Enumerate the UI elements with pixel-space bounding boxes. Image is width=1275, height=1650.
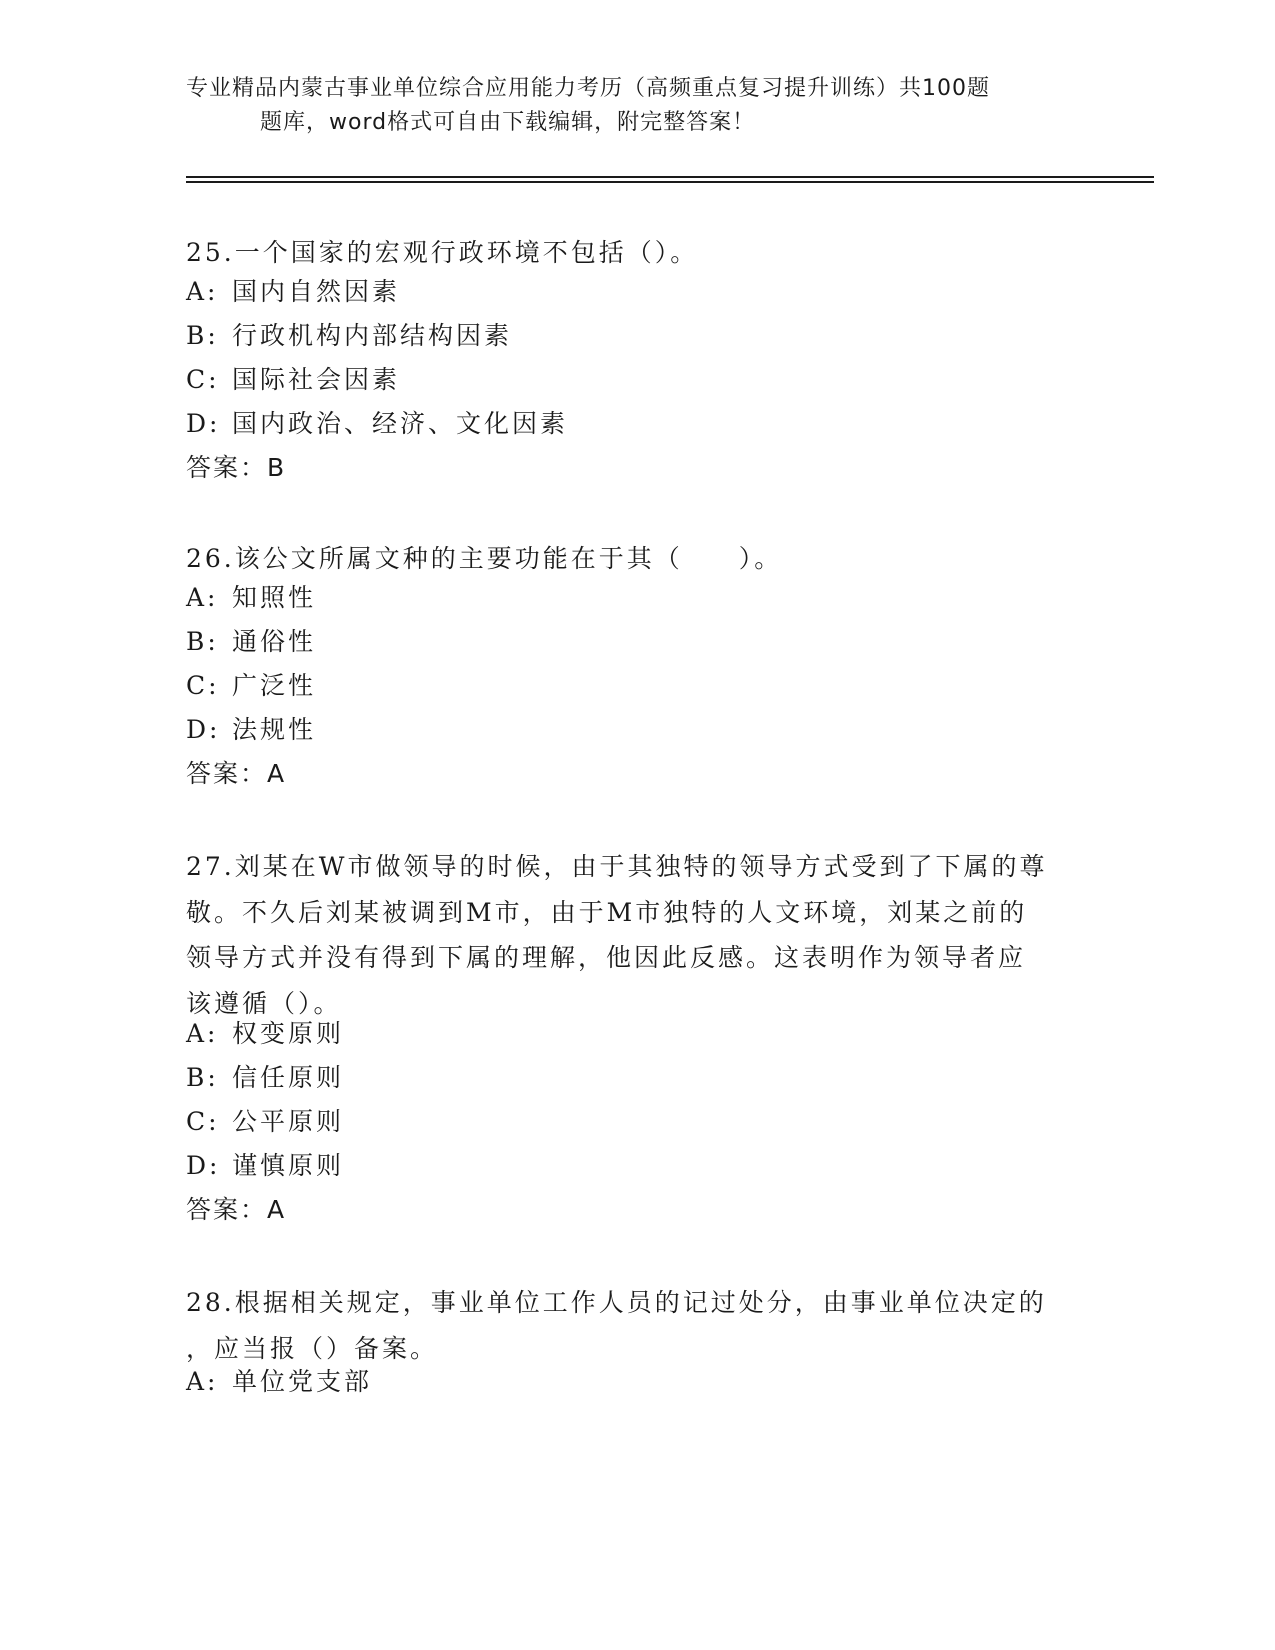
document-header — [186, 72, 1066, 140]
option-key: C: — [186, 365, 220, 394]
question-25-option-b — [186, 320, 512, 352]
option-key: B: — [186, 1063, 219, 1092]
question-27-option-c — [186, 1106, 344, 1138]
option-text: 单位党支部 — [232, 1367, 373, 1396]
question-27-option-d — [186, 1150, 344, 1182]
option-key: B: — [186, 627, 219, 656]
header-title-line-1: 专业精品内蒙古事业单位综合应用能力考历（高频重点复习提升训练）共100题 — [186, 76, 990, 101]
question-stem-line: 26.该公文所属文种的主要功能在于其（ ）。 — [186, 544, 783, 573]
option-text: 广泛性 — [232, 671, 317, 700]
option-text: 通俗性 — [232, 627, 317, 656]
question-26-option-c — [186, 670, 316, 702]
question-stem-line: ，应当报（）备案。 — [186, 1333, 439, 1363]
option-text: 法规性 — [232, 715, 317, 744]
option-key: B: — [186, 321, 219, 350]
question-26-option-d — [186, 714, 316, 746]
question-26-answer: 答案：A — [186, 759, 287, 788]
option-key: A: — [186, 277, 219, 306]
question-stem-line: 敬。不久后刘某被调到M市，由于M市独特的人文环境，刘某之前的 — [186, 897, 1028, 927]
question-stem-line: 27.刘某在W市做领导的时候，由于其独特的领导方式受到了下属的尊 — [186, 852, 1048, 881]
question-stem-line: 领导方式并没有得到下属的理解，他因此反感。这表明作为领导者应 — [186, 943, 1027, 972]
question-25-option-c — [186, 364, 400, 396]
option-text: 谨慎原则 — [232, 1151, 345, 1180]
option-key: A: — [186, 1019, 219, 1048]
header-title-line-2: 题库，word格式可自由下载编辑，附完整答案！ — [260, 110, 756, 135]
question-27-option-a — [186, 1018, 344, 1050]
option-key: D: — [186, 409, 221, 438]
question-25-option-a — [186, 276, 400, 308]
option-key: D: — [186, 715, 221, 744]
option-text: 公平原则 — [232, 1107, 345, 1136]
option-text: 信任原则 — [232, 1063, 345, 1092]
question-stem-line: 该遵循（）。 — [186, 988, 342, 1018]
question-27-option-b — [186, 1062, 344, 1094]
option-key: C: — [186, 671, 220, 700]
question-27-stem — [186, 844, 1066, 1026]
header-divider-top — [186, 176, 1154, 178]
option-key: D: — [186, 1151, 221, 1180]
question-26-stem — [186, 536, 1066, 582]
question-25-option-d — [186, 408, 568, 440]
question-28-stem — [186, 1280, 1066, 1371]
question-28-option-a — [186, 1366, 372, 1398]
option-key: C: — [186, 1107, 220, 1136]
option-text: 国际社会因素 — [232, 365, 401, 394]
option-text: 国内政治、经济、文化因素 — [232, 409, 569, 438]
question-stem-line: 28.根据相关规定，事业单位工作人员的记过处分，由事业单位决定的 — [186, 1288, 1047, 1317]
option-key: A: — [186, 583, 219, 612]
header-divider-bottom — [186, 181, 1154, 183]
option-text: 知照性 — [232, 583, 317, 612]
question-26-option-a — [186, 582, 316, 614]
question-stem-line: 25.一个国家的宏观行政环境不包括（）。 — [186, 238, 699, 267]
question-26-option-b — [186, 626, 316, 658]
option-text: 权变原则 — [232, 1019, 345, 1048]
option-key: A: — [186, 1367, 219, 1396]
option-text: 行政机构内部结构因素 — [232, 321, 513, 350]
question-27-answer: 答案：A — [186, 1195, 287, 1224]
question-25-answer: 答案：B — [186, 453, 287, 482]
question-25-stem — [186, 230, 1066, 276]
option-text: 国内自然因素 — [232, 277, 401, 306]
